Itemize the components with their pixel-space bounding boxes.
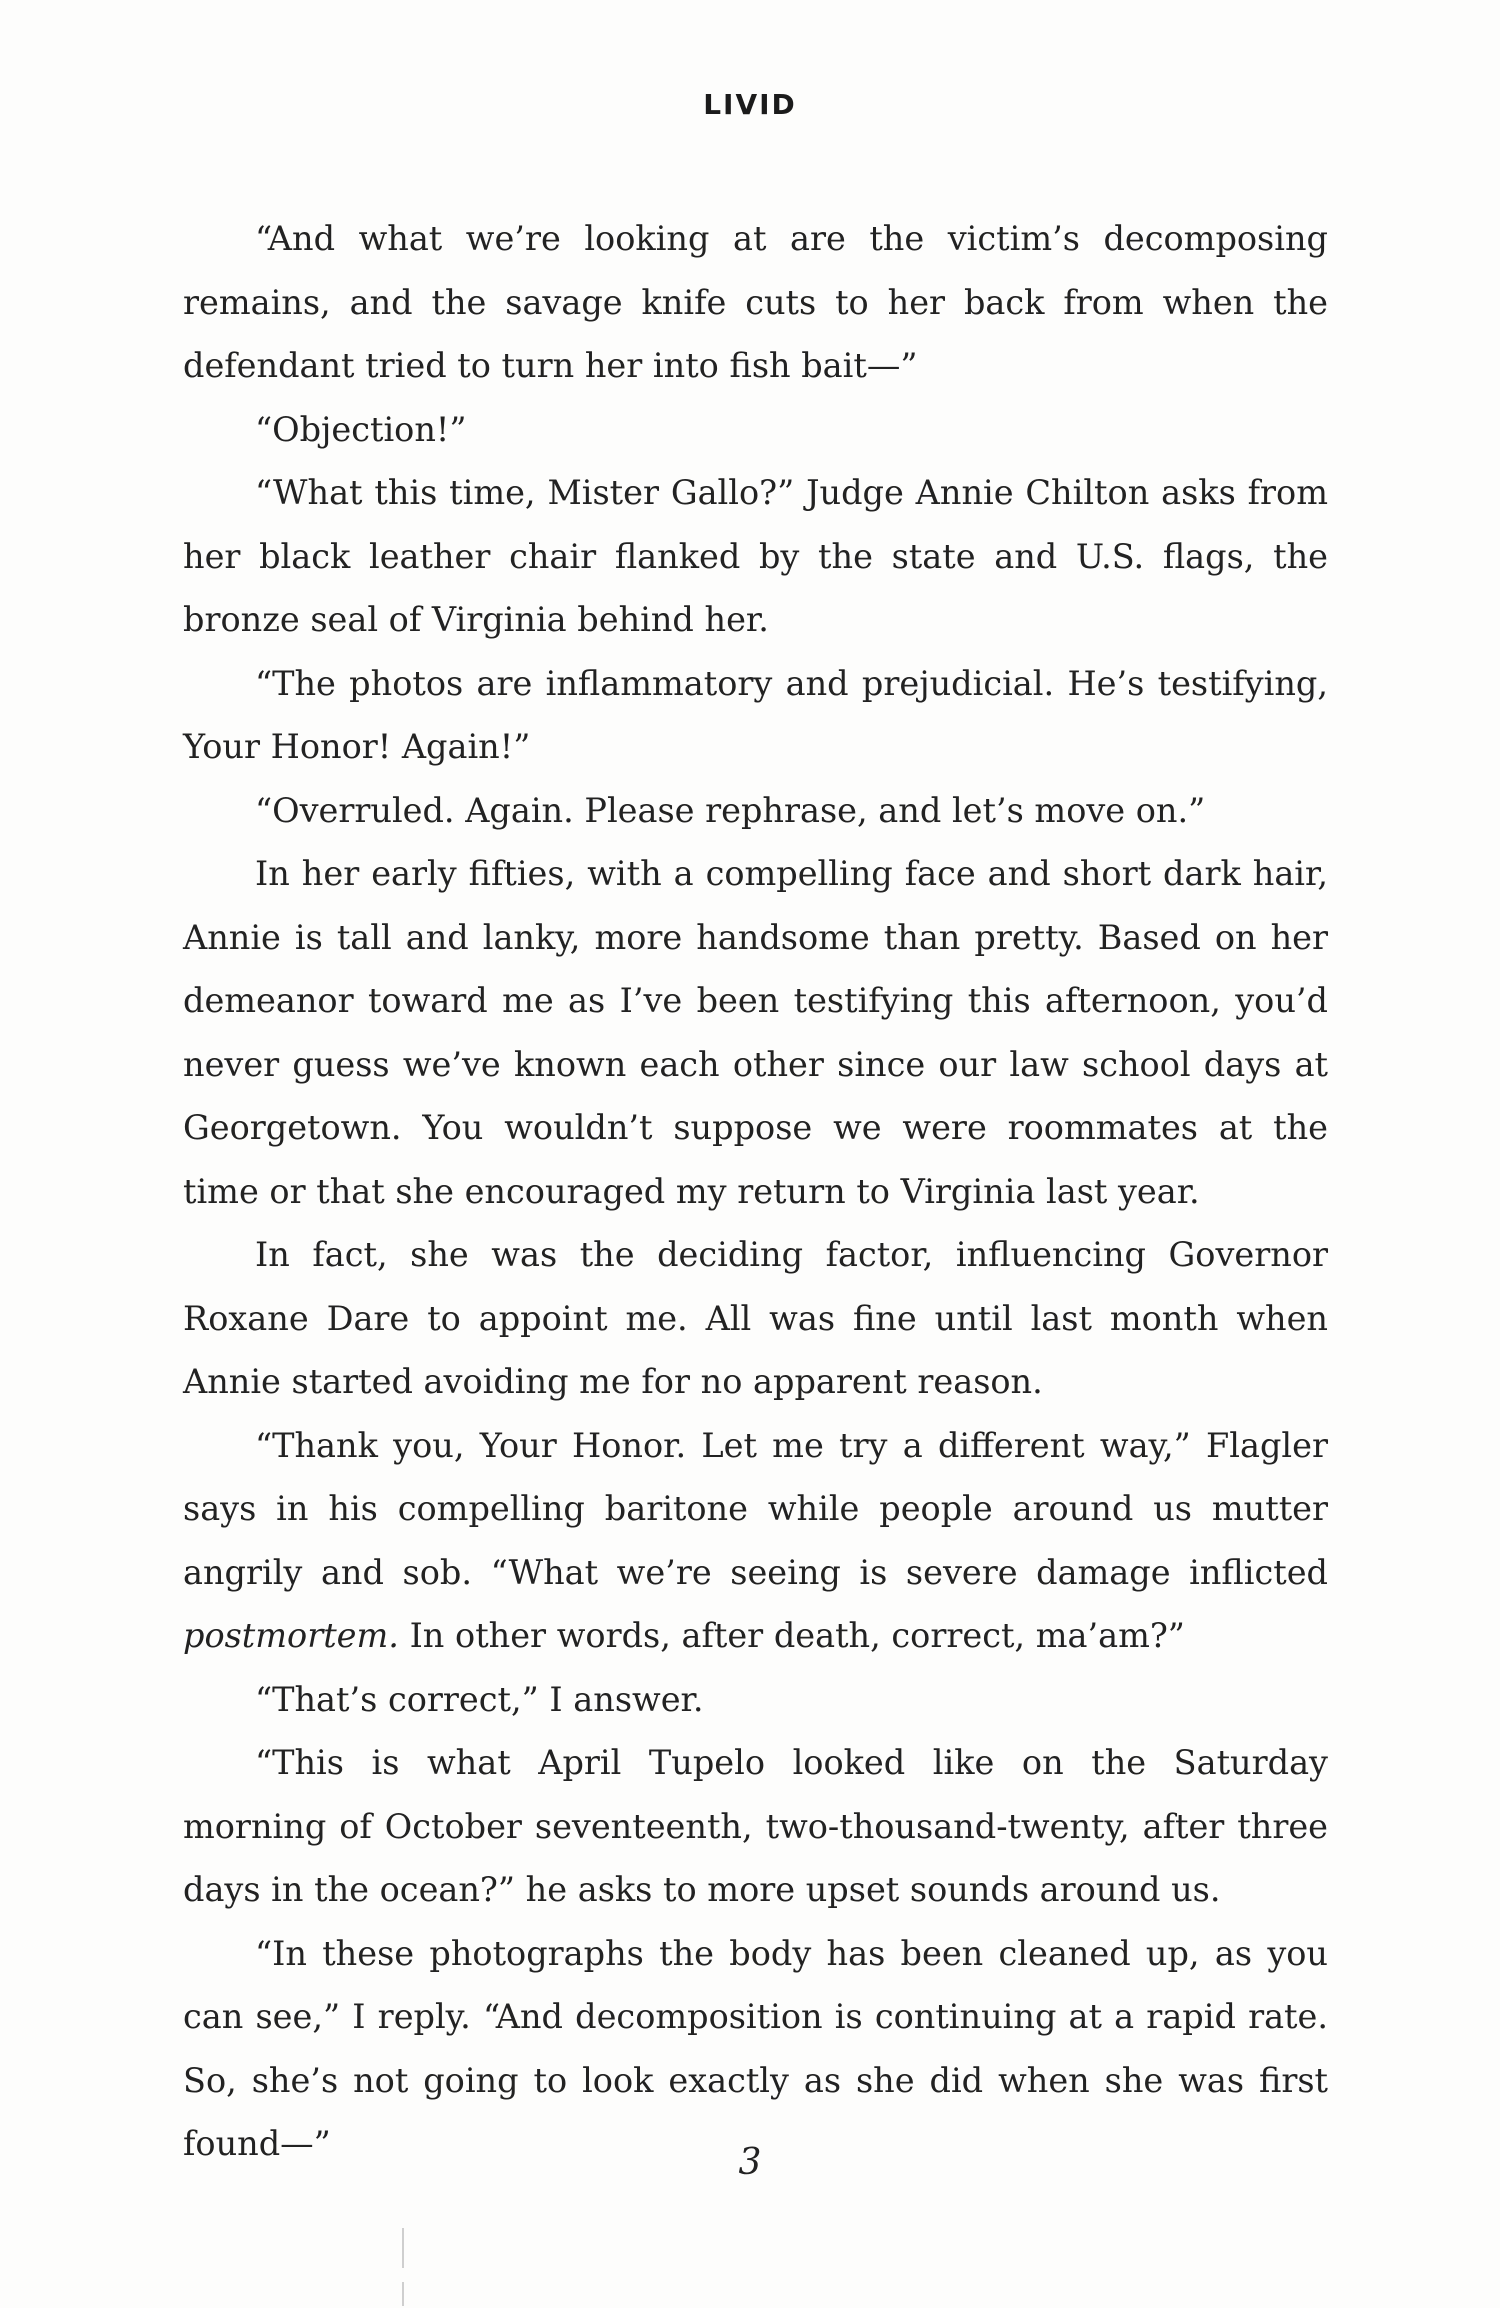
paragraph: In her early fifties, with a compelling face and short dark hair, Annie is tall and lanky, more handsome than pretty. Based on her demeanor toward me as I’ve been testifying this afternoon, you’d never guess we’ve known each other since our law school days at Georgetown. You wouldn’t suppose we were roommates at the time or that she encouraged my return to Virginia last year.: [183, 854, 1328, 1211]
paragraph: “Objection!”: [255, 409, 467, 449]
paragraph: “In these photographs the body has been cleaned up, as you can see,” I reply. “And decomposition is continuing at a rapid rate. So, she’s not going to look exactly as she did when she was first found—”: [183, 1933, 1328, 2163]
paragraph: “And what we’re looking at are the victim’s decomposing remains, and the savage knife cuts to her back from when the defendant tried to turn her into fish bait—”: [183, 219, 1328, 385]
paragraph: “This is what April Tupelo looked like on the Saturday morning of October seventeenth, two-thousand-twenty, after three days in the ocean?” he asks to more upset sounds around us.: [183, 1743, 1328, 1909]
paragraph: “What this time, Mister Gallo?” Judge Annie Chilton asks from her black leather chair flanked by the state and U.S. flags, the bronze seal of Virginia behind her.: [183, 473, 1328, 639]
paragraph: “That’s correct,” I answer.: [255, 1679, 704, 1719]
page-number: 3: [738, 2142, 762, 2183]
paragraph: In fact, she was the deciding factor, influencing Governor Roxane Dare to appoint me. All was fine until last month when Annie started avoiding me for no apparent reason.: [183, 1235, 1328, 1401]
paragraph: “Thank you, Your Honor. Let me try a different way,” Flagler says in his compelling baritone while people around us mutter angrily and sob. “What we’re seeing is severe damage inflicted postmortem. In other words, after death, correct, ma’am?”: [183, 1425, 1328, 1655]
scan-mark: [402, 2228, 404, 2268]
scan-mark: [402, 2282, 404, 2306]
running-head: LIVID: [703, 88, 797, 121]
italic-term: postmortem.: [183, 1616, 399, 1655]
body-text: [183, 207, 1328, 2176]
paragraph: “The photos are inflammatory and prejudicial. He’s testifying, Your Honor! Again!”: [183, 663, 1328, 766]
paragraph: “Overruled. Again. Please rephrase, and let’s move on.”: [255, 790, 1206, 830]
